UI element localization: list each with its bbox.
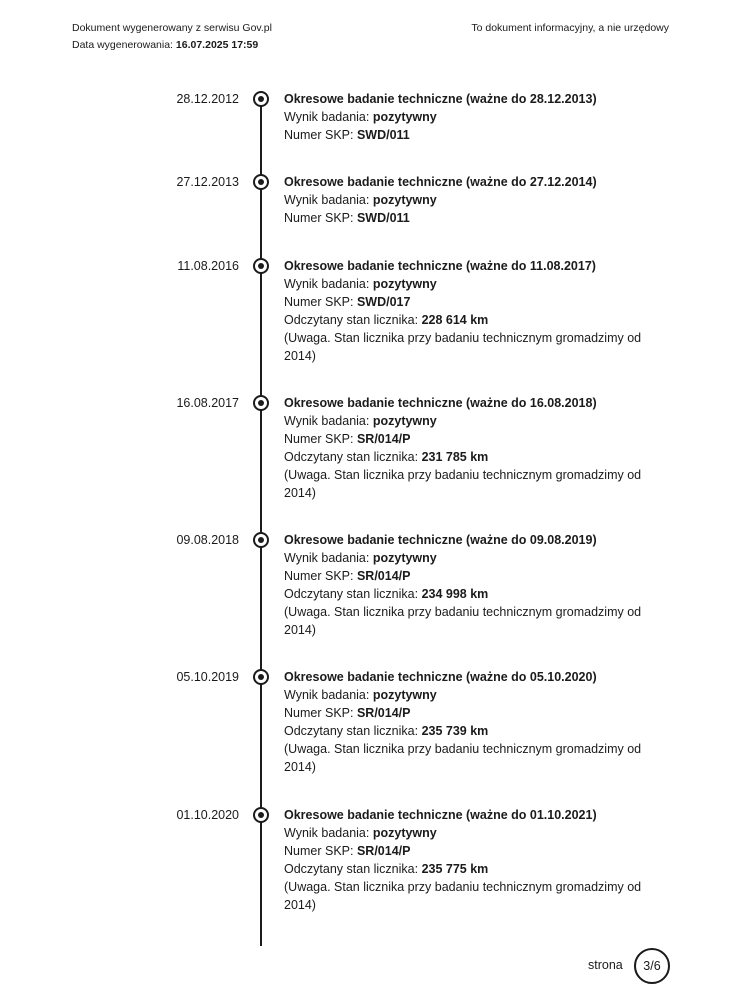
result-label: Wynik badania: xyxy=(284,193,370,207)
result-value: pozytywny xyxy=(372,277,437,291)
timeline-dot-icon xyxy=(253,258,269,274)
skp-label: Numer SKP: xyxy=(284,706,354,720)
odometer-value: 228 614 km xyxy=(421,313,489,327)
skp-label: Numer SKP: xyxy=(284,432,354,446)
result-label: Wynik badania: xyxy=(284,277,370,291)
entry-odometer xyxy=(284,311,644,329)
timeline-dot-icon xyxy=(253,532,269,548)
entry-result xyxy=(284,275,644,293)
timeline-dot-icon xyxy=(253,807,269,823)
generated-value: 16.07.2025 17:59 xyxy=(175,39,259,51)
odometer-note: (Uwaga. Stan licznika przy badaniu technicznym gromadzimy od 2014) xyxy=(284,880,642,912)
odometer-value: 235 775 km xyxy=(421,862,489,876)
entry-result xyxy=(284,824,644,842)
skp-label: Numer SKP: xyxy=(284,844,354,858)
result-label: Wynik badania: xyxy=(284,826,370,840)
result-label: Wynik badania: xyxy=(284,688,370,702)
odometer-label: Odczytany stan licznika: xyxy=(284,450,419,464)
skp-value: SWD/017 xyxy=(356,295,411,309)
odometer-label: Odczytany stan licznika: xyxy=(284,587,419,601)
source-text: Dokument wygenerowany z serwisu Gov.pl xyxy=(72,22,272,34)
odometer-note: (Uwaga. Stan licznika przy badaniu technicznym gromadzimy od 2014) xyxy=(284,742,642,774)
timeline-dot-icon xyxy=(253,395,269,411)
entry-skp xyxy=(284,430,644,448)
timeline-dot-icon xyxy=(253,91,269,107)
page-label: strona xyxy=(588,958,623,972)
entry-odometer xyxy=(284,585,644,603)
entry-result xyxy=(284,108,644,126)
entry-skp xyxy=(284,209,644,227)
odometer-label: Odczytany stan licznika: xyxy=(284,862,419,876)
entry-date: 28.12.2012 xyxy=(176,92,239,106)
entry-odometer xyxy=(284,722,644,740)
entry-date: 05.10.2019 xyxy=(176,670,239,684)
entry-title: Okresowe badanie techniczne (ważne do 16.08.2018) xyxy=(284,396,597,410)
entry-result xyxy=(284,191,644,209)
entry-skp xyxy=(284,126,644,144)
skp-value: SR/014/P xyxy=(356,706,411,720)
document-header-left xyxy=(72,20,272,54)
odometer-label: Odczytany stan licznika: xyxy=(284,313,419,327)
skp-value: SR/014/P xyxy=(356,844,411,858)
entry-result xyxy=(284,549,644,567)
odometer-value: 235 739 km xyxy=(421,724,489,738)
entry-odometer xyxy=(284,448,644,466)
odometer-note: (Uwaga. Stan licznika przy badaniu technicznym gromadzimy od 2014) xyxy=(284,468,642,500)
entry-skp xyxy=(284,704,644,722)
page-number-badge xyxy=(634,948,670,984)
page-number: 3/6 xyxy=(643,959,661,973)
result-value: pozytywny xyxy=(372,110,437,124)
odometer-label: Odczytany stan licznika: xyxy=(284,724,419,738)
result-value: pozytywny xyxy=(372,688,437,702)
entry-skp xyxy=(284,293,644,311)
entry-title: Okresowe badanie techniczne (ważne do 05.10.2020) xyxy=(284,670,597,684)
generated-label: Data wygenerowania: xyxy=(72,39,173,51)
entry-title: Okresowe badanie techniczne (ważne do 11.08.2017) xyxy=(284,259,596,273)
result-value: pozytywny xyxy=(372,826,437,840)
odometer-note: (Uwaga. Stan licznika przy badaniu technicznym gromadzimy od 2014) xyxy=(284,605,642,637)
timeline-dot-icon xyxy=(253,174,269,190)
skp-label: Numer SKP: xyxy=(284,128,354,142)
entry-date: 27.12.2013 xyxy=(176,175,239,189)
entry-date: 11.08.2016 xyxy=(177,259,239,273)
result-label: Wynik badania: xyxy=(284,414,370,428)
entry-result xyxy=(284,686,644,704)
entry-result xyxy=(284,412,644,430)
odometer-note: (Uwaga. Stan licznika przy badaniu technicznym gromadzimy od 2014) xyxy=(284,331,642,363)
skp-value: SWD/011 xyxy=(356,128,410,142)
entry-date: 09.08.2018 xyxy=(176,533,239,547)
skp-value: SR/014/P xyxy=(356,569,411,583)
entry-title: Okresowe badanie techniczne (ważne do 27.12.2014) xyxy=(284,175,597,189)
entry-date: 16.08.2017 xyxy=(176,396,239,410)
skp-label: Numer SKP: xyxy=(284,295,354,309)
result-label: Wynik badania: xyxy=(284,110,370,124)
result-value: pozytywny xyxy=(372,414,437,428)
entry-skp xyxy=(284,567,644,585)
skp-label: Numer SKP: xyxy=(284,569,354,583)
skp-value: SWD/011 xyxy=(356,211,410,225)
skp-label: Numer SKP: xyxy=(284,211,354,225)
entry-odometer xyxy=(284,860,644,878)
generated-date xyxy=(72,37,272,54)
result-value: pozytywny xyxy=(372,193,437,207)
disclaimer: To dokument informacyjny, a nie urzędowy xyxy=(471,22,669,34)
timeline-dot-icon xyxy=(253,669,269,685)
odometer-value: 231 785 km xyxy=(421,450,489,464)
odometer-value: 234 998 km xyxy=(421,587,489,601)
skp-value: SR/014/P xyxy=(356,432,411,446)
result-label: Wynik badania: xyxy=(284,551,370,565)
entry-date: 01.10.2020 xyxy=(176,808,239,822)
entry-skp xyxy=(284,842,644,860)
entry-title: Okresowe badanie techniczne (ważne do 28.12.2013) xyxy=(284,92,597,106)
result-value: pozytywny xyxy=(372,551,437,565)
entry-title: Okresowe badanie techniczne (ważne do 09.08.2019) xyxy=(284,533,597,547)
entry-title: Okresowe badanie techniczne (ważne do 01.10.2021) xyxy=(284,808,597,822)
